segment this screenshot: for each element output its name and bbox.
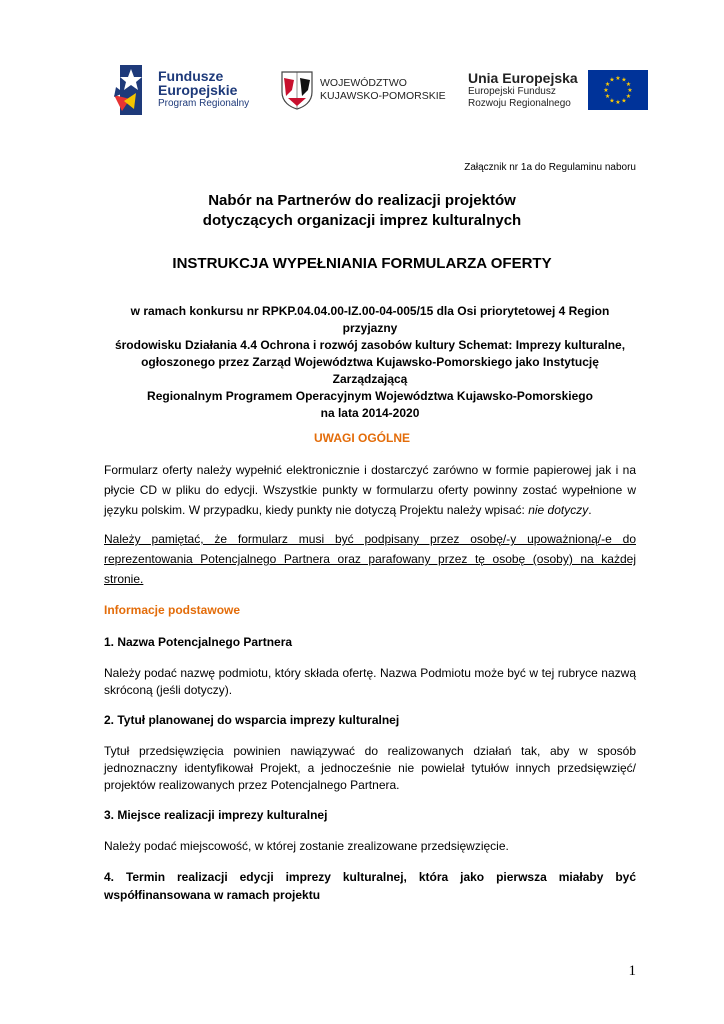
fe-title-2: Europejskie: [158, 82, 238, 98]
unia-europejska-logo: [468, 60, 648, 120]
svg-text:★: ★: [625, 93, 631, 100]
signature-note-paragraph: Należy pamiętać, że formularz musi być podpisany przez osobę/-y upoważnioną/-e do reprezentowania Potencjalnego Partnera oraz parafowany przez tę osobę (osoby) na każdej stronie.: [104, 532, 636, 586]
ue-line-2: Europejski Fundusz: [468, 86, 556, 97]
fe-title-1: Fundusze: [158, 68, 224, 84]
svg-text:★: ★: [621, 97, 627, 105]
coat-of-arms-icon: [280, 70, 314, 110]
item-heading-3: 3. Miejsce realizacji imprezy kulturalnej: [104, 808, 328, 822]
fe-subtitle: Program Regionalny: [158, 98, 250, 109]
svg-text:★: ★: [625, 81, 631, 88]
svg-text:★: ★: [615, 75, 621, 82]
item-body-2: Tytuł przedsięwzięcia powinien nawiązywać do realizowanych działań tak, aby w sposób jednoznaczny identyfikował Projekt, a jednocześnie nie powielał tytułów innych przedsięwzięć/ projektów realizowanych przez Potencjalnego Partnera.: [104, 744, 636, 792]
item-heading-2: 2. Tytuł planowanej do wsparcia imprezy kulturalnej: [104, 713, 400, 727]
general-remarks-paragraph: [104, 460, 636, 520]
item-heading-1: 1. Nazwa Potencjalnego Partnera: [104, 635, 293, 649]
competition-context: [104, 303, 636, 422]
p1-italic: nie dotyczy: [528, 503, 589, 517]
item-heading-4: 4. Termin realizacji edycji imprezy kulturalnej, która jako pierwsza miałaby być współfinansowana w ramach projektu: [104, 870, 636, 902]
svg-text:★: ★: [603, 87, 609, 94]
context-line: ogłoszonego przez Zarząd Województwa Kujawsko-Pomorskiego jako Instytucję Zarządzającą: [141, 355, 599, 386]
document-subtitle: INSTRUKCJA WYPEŁNIANIA FORMULARZA OFERTY: [172, 255, 552, 272]
kp-line-1: WOJEWÓDZTWO: [320, 77, 407, 89]
svg-text:★: ★: [604, 93, 610, 100]
svg-text:★: ★: [621, 76, 627, 84]
attachment-note: Załącznik nr 1a do Regulaminu naboru: [464, 162, 636, 173]
general-remarks-heading: UWAGI OGÓLNE: [314, 431, 410, 445]
header-logos: [0, 60, 724, 120]
svg-text:★: ★: [627, 87, 633, 94]
ue-title: Unia Europejska: [468, 70, 578, 86]
context-line: Regionalnym Programem Operacyjnym Województwa Kujawsko-Pomorskiego: [147, 389, 593, 403]
fundusze-europejskie-logo: [112, 60, 249, 120]
basic-info-heading: Informacje podstawowe: [104, 603, 241, 617]
context-line: środowisku Działania 4.4 Ochrona i rozwój zasobów kultury Schemat: Imprezy kulturalne,: [114, 338, 626, 352]
p1-end: .: [588, 503, 592, 517]
item-body-3: Należy podać miejscowość, w której zostanie zrealizowane przedsięwzięcie.: [104, 839, 509, 853]
svg-text:★: ★: [615, 99, 621, 106]
svg-text:★: ★: [609, 97, 615, 105]
page-number: 1: [628, 963, 636, 979]
title-line-2: dotyczących organizacji imprez kulturalnych: [202, 212, 522, 229]
fe-star-icon: [112, 63, 152, 117]
document-title: [0, 191, 724, 231]
p1-text: Formularz oferty należy wypełnić elektronicznie i dostarczyć zarówno w formie papierowej jak i na płycie CD w pliku do edycji. Wszystkie punkty w formularzu oferty powinny zostać wypełnione w języku polskim. W przypadku, kiedy punkty nie dotyczą Projektu należy wpisać:: [104, 463, 636, 517]
ue-line-3: Rozwoju Regionalnego: [468, 98, 571, 109]
svg-text:★: ★: [604, 81, 610, 88]
context-line: w ramach konkursu nr RPKP.04.04.00-IZ.00-04-005/15 dla Osi priorytetowej 4 Region przyjazny: [130, 304, 610, 335]
kujawsko-pomorskie-logo: [280, 60, 446, 120]
kp-line-2: KUJAWSKO-POMORSKIE: [320, 90, 446, 102]
item-body-1: Należy podać nazwę podmiotu, który składa ofertę. Nazwa Podmiotu może być w tej rubryce nazwą skróconą (jeśli dotyczy).: [104, 666, 636, 697]
eu-flag-icon: [588, 70, 648, 110]
title-line-1: Nabór na Partnerów do realizacji projektów: [208, 192, 516, 209]
context-line: na lata 2014-2020: [320, 406, 420, 420]
svg-text:★: ★: [609, 76, 615, 84]
